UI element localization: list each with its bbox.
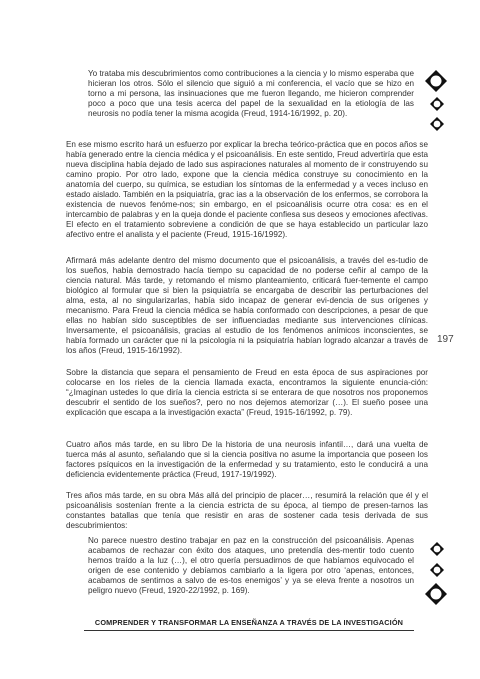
paragraph-1: En ese mismo escrito hará un esfuerzo por explicar la brecha teórico-práctica que en pocos años se había generado entre la ciencia médica y el psicoanálisis. En este sentido, Freud advertiría que esta nueva disciplina había dejado de lado sus aspiraciones naturales al momento de ir construyendo su camino propio. Por otro lado, expone que la ciencia médica construye su conocimiento en la anatomía del cuerpo, su química, se estudian los síntomas de la enfermedad y a veces incluso en estado aislado. También en la psiquiatría, grac ias a la observación de los enfermos, se corrobora la existencia de nuevos fenóme-nos; sin embargo, en el psicoanálisis ocurre otra cosa: es en el intercambio de palabras y en la queja donde el paciente confiesa sus deseos y emociones afectivas. El efecto en el tratamiento sobreviene a condición de que se haya establecido un particular lazo afectivo entre el analista y el paciente (Freud, 1915-16/1992). [66, 140, 428, 240]
diamond-ring-icon [425, 583, 447, 605]
footer-rule [84, 630, 414, 631]
diamond-ring-icon [425, 70, 447, 92]
paragraph-3: Sobre la distancia que separa el pensamiento de Freud en esta época de sus aspiraciones por colocarse en los rieles de la ciencia llamada exacta, encontramos la siguiente enuncia-ción: “¿Imaginan ustedes lo que diría la ciencia estricta si se enterara de que nosotros nos proponemos descubrir el sentido de los sueños?, pero no nos dejemos atemorizar (…). El sueño posee una explicación que escapa a la investigación exacta” (Freud, 1915-16/1992, p. 79). [66, 368, 428, 418]
diamond-ring-icon [430, 97, 444, 111]
page-number: 197 [437, 334, 454, 345]
diamond-ring-icon [430, 563, 444, 577]
paragraph-4: Cuatro años más tarde, en su libro De la historia de una neurosis infantil…, dará una vuelta de tuerca más al asunto, señalando que si la ciencia positiva no asume la importancia que poseen los factores psíquicos en la investigación de la enfermedad y su tratamiento, esto le conducirá a una deficiencia evidentemente práctica (Freud, 1917-19/1992). [66, 440, 428, 480]
block-quote-1: Yo trataba mis descubrimientos como contribuciones a la ciencia y lo mismo esperaba que hicieran los otros. Sólo el silencio que siguió a mi conferencia, el vacío que se hizo en torno a mi persona, las insinuaciones que me fueron llegando, me hicieron comprender poco a poco que una tesis acerca del papel de la sexualidad en la etiología de las neurosis no podía tener la misma acogida (Freud, 1914-16/1992, p. 20). [88, 69, 414, 119]
paragraph-2: Afirmará más adelante dentro del mismo documento que el psicoanálisis, a través del es-tudio de los sueños, había demostrado hacía tiempo su capacidad de no poderse ceñir al campo de la ciencia natural. Más tarde, y retomando el mismo planteamiento, criticará fuer-temente el campo biológico al formular que si bien la psiquiatría se encargaba de describir las perturbaciones del alma, esta, al no singularizarlas, había sido incapaz de generar evi-dencia de sus orígenes y mecanismo. Para Freud la ciencia médica se había conformado con descripciones, a pesar de que ellas no habían sido susceptibles de ser influenciadas mediante sus intervenciones clínicas. Inversamente, el psicoanálisis, gracias al estudio de los fenómenos anímicos inconscientes, se había formado un carácter que ni la psicología ni la psiquiatría habían logrado alcanzar a través de los años (Freud, 1915-16/1992). [66, 256, 428, 356]
running-footer: COMPRENDER Y TRANSFORMAR LA ENSEÑANZA A TRAVÉS DE LA INVESTIGACIÓN [94, 618, 404, 627]
paragraph-5: Tres años más tarde, en su obra Más allá del principio de placer…, resumirá la relación que él y el psicoanálisis sostenían frente a la ciencia estricta de su época, al tiempo de presen-tarnos las constantes batallas que tenía que resistir en aras de sostener cada tesis derivada de sus descubrimientos: [66, 491, 428, 531]
diamond-ring-icon [430, 117, 444, 131]
diamond-ring-icon [430, 542, 444, 556]
block-quote-2: No parece nuestro destino trabajar en paz en la construcción del psicoanálisis. Apenas acabamos de rechazar con éxito dos ataques, uno pretendía des-mentir todo cuento hemos traído a la luz (…), el otro quería persuadirnos de que habíamos equivocado el origen de ese contenido y debíamos cambiarlo a la ligera por otro ‘apenas, entonces, acabamos de sentirnos a salvo de es-tos enemigos’ y ya se eleva frente a nosotros un peligro nuevo (Freud, 1920-22/1992, p. 169). [88, 536, 414, 596]
